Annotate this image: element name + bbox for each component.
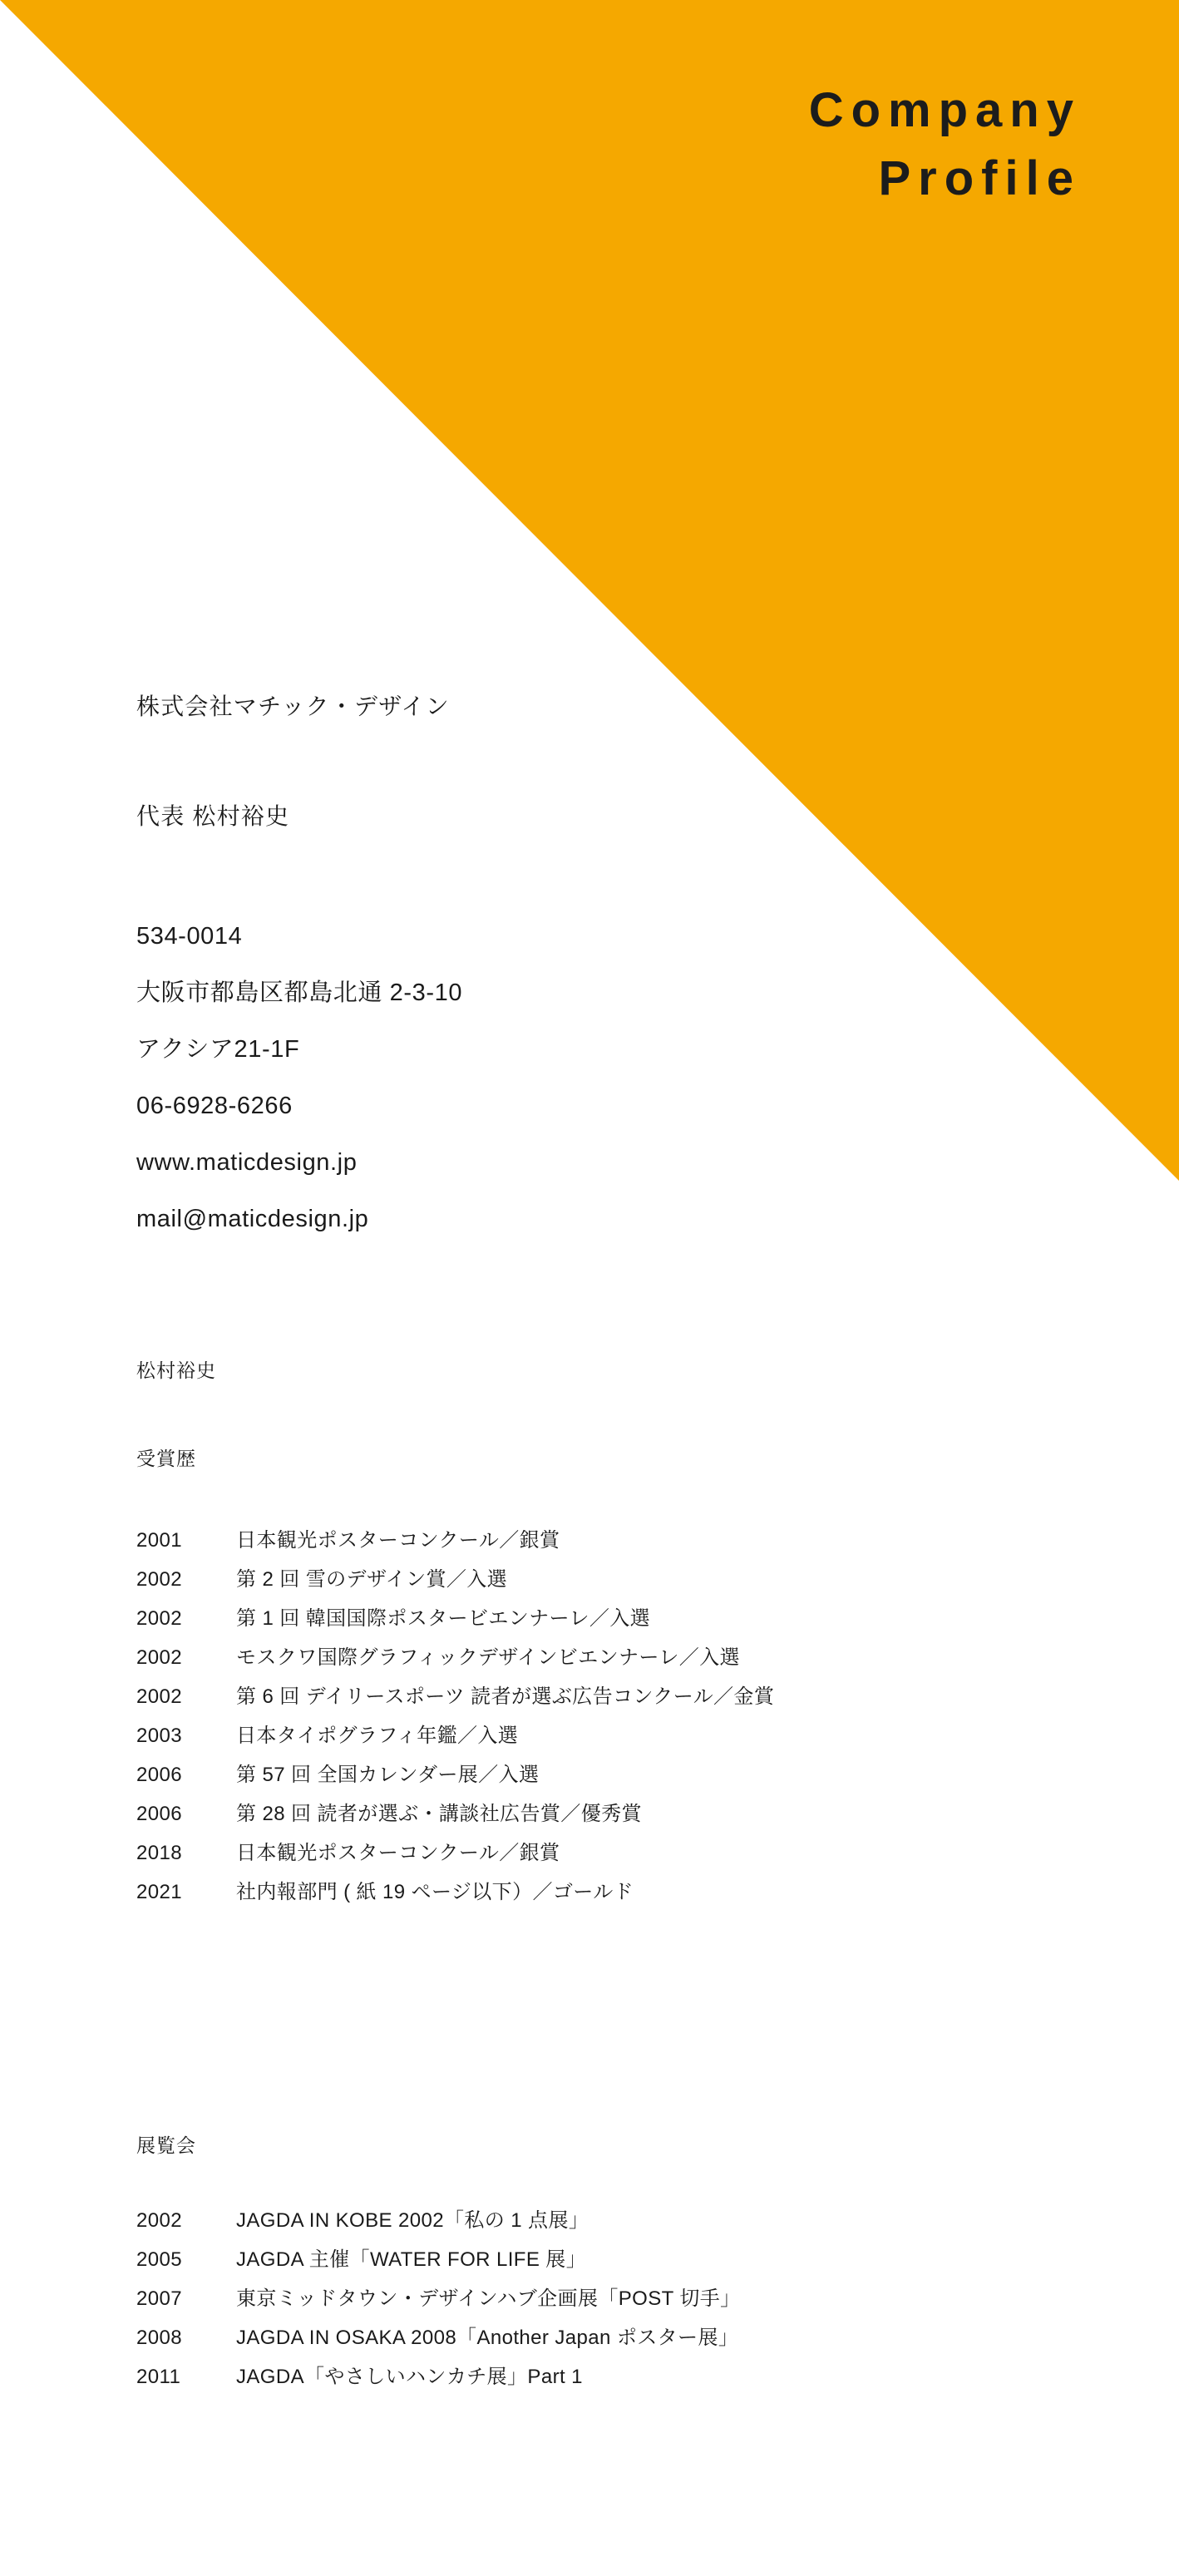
- award-year: 2001: [136, 1529, 182, 1552]
- list-item: [136, 1719, 1068, 1758]
- building-address: アクシア21-1F: [136, 1036, 300, 1063]
- list-item: [136, 1641, 1068, 1680]
- exhibition-year: 2011: [136, 2366, 181, 2388]
- award-desc: 社内報部門 ( 紙 19 ページ以下）／ゴールド: [236, 1881, 634, 1903]
- website-url[interactable]: www.maticdesign.jp: [136, 1149, 358, 1176]
- email-address[interactable]: mail@maticdesign.jp: [136, 1206, 369, 1232]
- list-item: [136, 1875, 1068, 1914]
- award-year: 2006: [136, 1803, 182, 1825]
- exhibition-desc: JAGDA IN KOBE 2002「私の 1 点展」: [236, 2209, 590, 2232]
- exhibition-desc: JAGDA「やさしいハンカチ展」Part 1: [236, 2366, 583, 2388]
- exhibition-year: 2007: [136, 2287, 182, 2310]
- award-year: 2002: [136, 1568, 182, 1591]
- award-year: 2002: [136, 1685, 182, 1708]
- exhibitions-heading: 展覧会: [136, 2134, 196, 2156]
- award-desc: モスクワ国際グラフィックデザインビエンナーレ／入選: [236, 1646, 740, 1669]
- company-contact-block: [136, 908, 462, 1247]
- exhibition-desc: 東京ミッドタウン・デザインハブ企画展「POST 切手」: [236, 2287, 741, 2310]
- list-item: [136, 2203, 1068, 2243]
- page-title-line-1: Company: [808, 83, 1081, 137]
- postal-code: 534-0014: [136, 923, 243, 950]
- award-desc: 第 28 回 読者が選ぶ・講談社広告賞／優秀賞: [236, 1803, 642, 1825]
- award-year: 2003: [136, 1725, 182, 1747]
- award-year: 2002: [136, 1607, 182, 1630]
- exhibition-year: 2002: [136, 2209, 182, 2232]
- awards-list: [136, 1523, 1068, 1914]
- awards-heading: 受賞歴: [136, 1448, 196, 1469]
- list-item: [136, 2321, 1068, 2360]
- award-year: 2018: [136, 1842, 182, 1864]
- award-desc: 第 57 回 全国カレンダー展／入選: [236, 1764, 540, 1786]
- award-year: 2021: [136, 1881, 182, 1903]
- award-desc: 第 6 回 デイリースポーツ 読者が選ぶ広告コンクール／金賞: [236, 1685, 775, 1708]
- exhibition-desc: JAGDA 主催「WATER FOR LIFE 展」: [236, 2248, 587, 2271]
- list-item: [136, 2243, 1068, 2282]
- award-year: 2006: [136, 1764, 182, 1786]
- list-item: [136, 2282, 1068, 2321]
- exhibition-desc: JAGDA IN OSAKA 2008「Another Japan ポスター展」: [236, 2327, 739, 2349]
- list-item: [136, 1601, 1068, 1641]
- award-desc: 日本観光ポスターコンクール／銀賞: [236, 1529, 560, 1552]
- award-desc: 第 2 回 雪のデザイン賞／入選: [236, 1568, 508, 1591]
- company-name: 株式会社マチック・デザイン: [136, 693, 450, 719]
- list-item: [136, 1562, 1068, 1601]
- page-title: [809, 76, 1081, 214]
- list-item: [136, 1797, 1068, 1836]
- award-year: 2002: [136, 1646, 182, 1669]
- list-item: [136, 1680, 1068, 1719]
- list-item: [136, 1758, 1068, 1797]
- award-desc: 日本観光ポスターコンクール／銀賞: [236, 1842, 560, 1864]
- person-name: 松村裕史: [136, 1360, 216, 1381]
- page-title-line-2: Profile: [878, 151, 1081, 206]
- list-item: [136, 2360, 1068, 2399]
- list-item: [136, 1523, 1068, 1562]
- company-representative: 代表 松村裕史: [136, 803, 290, 829]
- list-item: [136, 1836, 1068, 1875]
- award-desc: 第 1 回 韓国国際ポスタービエンナーレ／入選: [236, 1607, 651, 1630]
- exhibition-year: 2005: [136, 2248, 182, 2271]
- award-desc: 日本タイポグラフィ年鑑／入選: [236, 1725, 519, 1747]
- phone-number: 06-6928-6266: [136, 1093, 293, 1119]
- exhibition-year: 2008: [136, 2327, 182, 2349]
- street-address: 大阪市都島区都島北通 2-3-10: [136, 980, 463, 1006]
- exhibitions-list: [136, 2203, 1068, 2399]
